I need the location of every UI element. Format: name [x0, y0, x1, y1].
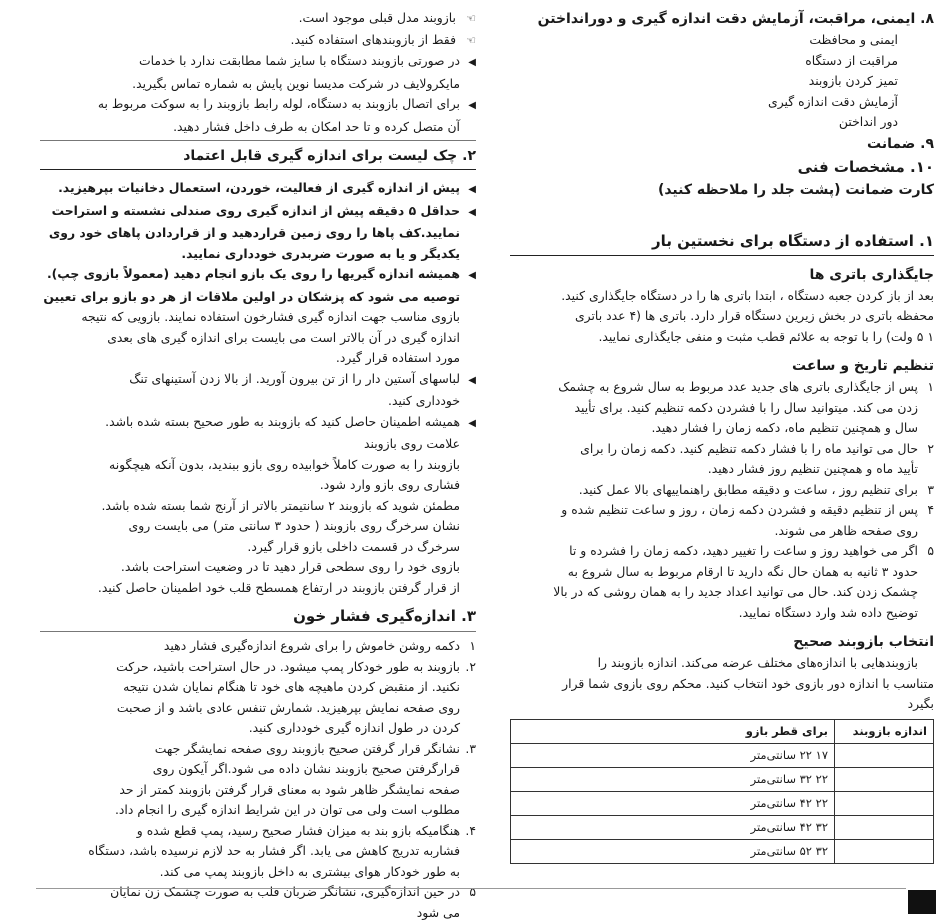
toc-item: مراقبت از دستگاه [805, 52, 898, 68]
section-divider [40, 169, 476, 170]
bullet-text: مایکرولایف در شرکت مدیسا نوین پایش به شماره تماس بگیرید. [132, 75, 460, 91]
checklist-text: سرخرگ در قسمت داخلی بازو قرار گیرد. [247, 538, 460, 554]
step-text: زدن می کند. میتوانید سال را با فشردن دکمه تنظیم کنید. برای تأیید [574, 399, 918, 415]
toc-item: آزمایش دقت اندازه گیری [768, 93, 898, 109]
table-cell [835, 767, 934, 791]
triangle-bullet-icon: ◀ [468, 270, 476, 281]
step-number: ۳. [465, 740, 476, 756]
pointing-hand-icon: ☜ [466, 33, 476, 47]
checklist-text: مورد استفاده قرار گیرد. [335, 350, 460, 365]
step-text: در حین اندازه‌گیری، نشانگر ضربان قلب به صورت چشمک زن نمایان [110, 884, 460, 899]
triangle-bullet-icon: ◀ [468, 417, 476, 429]
step-text: کردن در طول اندازه گیری خودداری کنید. [248, 720, 460, 735]
bullet-text: برای اتصال بازوبند به دستگاه، لوله رابط بازوبند را به سوکت مربوط به [97, 96, 460, 111]
datetime-heading: تنظیم تاریخ و ساعت [792, 358, 934, 374]
checklist-text: بازوی مناسب جهت اندازه گیری فشارخون استفاده نمایند. بازویی که نتیجه [81, 309, 460, 324]
step-text: اگر می خواهید روز و ساعت را تغییر دهید، دکمه زمان را فشرده و تا [569, 543, 918, 558]
checklist-text: از قرار گرفتن بازوبند در ارتفاع همسطح قلب خود اطمینان حاصل کنید. [97, 579, 460, 595]
table-cell: ۳۲ ۴۲ سانتی‌متر [511, 815, 835, 839]
battery-heading: جایگذاری باتری ها [809, 266, 934, 283]
checklist-text: بازوی خود را روی سطحی قرار دهید تا در وضعیت استراحت باشد. [120, 559, 460, 574]
step-number: ۴. [465, 822, 476, 838]
note-text: بازوبند مدل قبلی موجود است. [298, 10, 456, 25]
checklist-text: همیشه اطمینان حاصل کنید که بازوبند به طور صحیح بسته شده باشد. [105, 413, 460, 429]
toc-item: تمیز کردن بازوبند [808, 73, 898, 88]
step-number: ۵ [469, 884, 476, 899]
column-header: اندازه بازوبند [835, 719, 934, 743]
step-text: تأیید ماه و همچنین تنظیم روز فشار دهید. [707, 461, 918, 476]
warranty-card-note: کارت ضمانت (پشت جلد را ملاحظه کنید) [657, 181, 934, 198]
toc-section-9-title: ۹. ضمانت [867, 135, 934, 152]
checklist-text: پیش از اندازه گیری از فعالیت، خوردن، استعمال دخانیات بپرهیزید. [58, 180, 460, 195]
checklist-text: مطمئن شوید که بازوبند ۲ سانتیمتر بالاتر از آرنج شما بسته شده باشد. [101, 497, 460, 513]
checklist-text: خودداری کنید. [388, 393, 460, 408]
checklist-text: فشاری روی بازو وارد شود. [319, 477, 460, 492]
step-text: پس از تنظیم دقیقه و فشردن دکمه زمان ، روز و ساعت تنظیم شده و [561, 502, 918, 517]
bullet-text: آن متصل کرده و تا حد امکان به طرف داخل فشار دهید. [173, 118, 460, 134]
triangle-bullet-icon: ◀ [468, 374, 476, 386]
toc-item: ایمنی و محافظت [809, 32, 898, 47]
table-cell: ۳۲ ۵۲ سانتی‌متر [511, 839, 835, 863]
checklist-text: بازوبند را به صورت کاملاً خوابیده روی بازو ببندید، بدون آنکه هیچگونه [109, 456, 460, 472]
cuff-size-table [510, 719, 934, 864]
table-row [511, 839, 934, 863]
checklist-text: اندازه گیری در آن بالاتر است می بایست برای اندازه گیری های بعدی [107, 329, 460, 345]
toc-section-8-title: ۸. ایمنی، مراقبت، آزمایش دقت اندازه گیری و دورانداختن [537, 11, 934, 27]
step-text: قرارگرفتن صحیح بازوبند نشان داده می شود.اگر آیکون روی [152, 761, 460, 776]
checklist-text: حداقل ۵ دقیقه پیش از اندازه گیری روی صندلی نشسته و استراحت [51, 202, 460, 218]
table-cell: ۱۷ ۲۲ سانتی‌متر [511, 743, 835, 767]
step-text: برای تنظیم روز ، ساعت و دقیقه مطابق راهنماییهای بالا عمل کنید. [578, 481, 918, 497]
battery-text-line: محفظه باتری در بخش زیرین دستگاه قرار دارد. باتری ها (۴ عدد باتری [574, 308, 934, 323]
table-row [511, 767, 934, 791]
step-text: حال می توانید ماه را با فشار دکمه تنظیم کنید. دکمه زمان را برای [580, 440, 918, 456]
table-cell: ۲۲ ۴۲ سانتی‌متر [511, 791, 835, 815]
step-text: روی صفحه نمایش بپرهیزید. شمارش تنفس عادی باشد و از صحبت [116, 699, 460, 715]
bullet-text: در صورتی بازوبند دستگاه با سایز شما مطابقت ندارد با خدمات [138, 53, 460, 68]
step-text: نکنید. از منقبض کردن ماهیچه های خود تا هنگام نمایان شدن نتیجه [123, 679, 460, 694]
measurement-steps [40, 636, 476, 923]
triangle-bullet-icon: ◀ [468, 184, 476, 195]
step-number: ۱ [927, 379, 934, 394]
table-row [511, 743, 934, 767]
cuff-heading: انتخاب بازوبند صحیح [793, 634, 934, 650]
triangle-bullet-icon: ◀ [468, 57, 476, 68]
step-text: فشاربه تدریج کاهش می یابد. اگر فشار به حد لازم نرسیده باشد، دستگاه [88, 843, 460, 858]
column-header: برای قطر بازو [511, 719, 835, 743]
cuff-text-line: بگیرد [907, 696, 934, 711]
checklist-text: همیشه اندازه گیریها را روی یک بازو انجام دهید (معمولاً بازوی چپ). [46, 266, 460, 281]
checklist-text: یکدیگر و یا به صورت ضربدری خودداری نمایید. [181, 245, 460, 261]
step-number: ۲. [465, 658, 476, 674]
table-cell [835, 815, 934, 839]
toc-list [510, 30, 934, 133]
battery-text-line: بعد از باز کردن جعبه دستگاه ، ابتدا باتری ها را در دستگاه جایگذاری کنید. [561, 287, 934, 303]
checklist-text: لباسهای آستین دار را از تن بیرون آورید. از بالا زدن آستینهای تنگ [129, 370, 460, 386]
step-text: به طور خودکار هوای بیشتری به داخل بازوبند پمپ می کند. [159, 863, 460, 879]
right-column [510, 8, 934, 864]
datetime-steps [510, 377, 934, 623]
table-header-row [511, 719, 934, 743]
page-number-block [908, 890, 936, 914]
footer-divider [36, 888, 906, 889]
checklist-text: نشان سرخرگ روی بازوبند ( حدود ۳ سانتی متر) می بایست روی [128, 518, 460, 533]
section-divider [510, 255, 934, 256]
step-text: بازوبند به طور خودکار پمپ میشود. در حال استراحت باشید، حرکت [116, 658, 460, 674]
step-text: سال و همچنین تنظیم ماه، دکمه زمان را فشار دهید. [651, 420, 918, 435]
step-text: روی صفحه ظاهر می شوند. [774, 522, 918, 538]
step-number: ۳ [927, 481, 934, 497]
table-row [511, 791, 934, 815]
table-row [511, 815, 934, 839]
step-text: چشمک زدن کند. حال می توانید اعداد جدید را به همان روشی که در بالا [553, 584, 918, 599]
section-3-title: ۳. اندازه‌گیری فشار خون [293, 607, 476, 625]
step-text: توضیح داده شد وارد دستگاه نمایید. [738, 604, 918, 620]
table-cell [835, 743, 934, 767]
step-text: حدود ۳ ثانیه به همان حال نگه دارید تا ارقام مربوط به سال شروع به [567, 563, 918, 579]
table-cell: ۲۲ ۳۲ سانتی‌متر [511, 767, 835, 791]
section-divider [40, 140, 476, 141]
step-text: صفحه نمایشگر ظاهر شود به معنای قرار گرفتن بازوبند کمتر از حد [119, 781, 460, 797]
table-cell [835, 791, 934, 815]
section-2-title: ۲. چک لیست برای اندازه گیری قابل اعتماد [183, 148, 476, 164]
checklist-text: علامت روی بازوبند [363, 436, 460, 451]
step-text: نشانگر قرار گرفتن صحیح بازوبند روی صفحه نمایشگر جهت [154, 740, 460, 756]
left-column [40, 8, 476, 923]
section-divider [40, 631, 476, 632]
section-1-title: ۱. استفاده از دستگاه برای نخستین بار [652, 231, 934, 250]
table-cell [835, 839, 934, 863]
triangle-bullet-icon: ◀ [468, 100, 476, 111]
step-text: پس از جایگذاری باتری های جدید عدد مربوط به سال شروع به چشمک [558, 379, 918, 394]
battery-text-line: ۱ ۵ ولت) را با توجه به علائم قطب مثبت و منفی جایگذاری نمایید. [598, 328, 934, 344]
pointing-hand-icon: ☜ [466, 12, 476, 25]
toc-section-10-title: ۱۰. مشخصات فنی [797, 157, 934, 176]
step-number: ۵ [927, 543, 934, 558]
step-number: ۴ [927, 502, 934, 517]
step-number: ۱ [469, 638, 476, 653]
step-text: دکمه روشن خاموش را برای شروع اندازه‌گیری فشار دهید [163, 638, 460, 653]
note-text: فقط از بازوبندهای استفاده کنید. [290, 31, 456, 47]
step-text: مطلوب است ولی می توان در این شرایط اندازه گیری را انجام داد. [114, 802, 460, 817]
checklist-text: نمایید.کف پاها را روی زمین قراردهید و از قراردادن پاهای خود روی [48, 225, 460, 240]
triangle-bullet-icon: ◀ [468, 206, 476, 218]
cuff-text-line: بازوبندهایی با اندازه‌های مختلف عرضه می‌کند. اندازه بازوبند را [597, 655, 918, 670]
step-text: می شود [416, 904, 460, 920]
step-text: هنگامیکه بازو بند به میزان فشار صحیح رسید، پمپ قطع شده و [136, 822, 460, 838]
cuff-text-line: متناسب با اندازه دور بازوی خود انتخاب کنید. محکم روی بازوی شما قرار [562, 675, 934, 691]
step-number: ۲ [927, 440, 934, 456]
checklist-text: توصیه می شود که پزشکان در اولین ملاقات از هر دو بازو برای تعیین [43, 288, 460, 304]
toc-item: دور انداختن [838, 114, 898, 129]
